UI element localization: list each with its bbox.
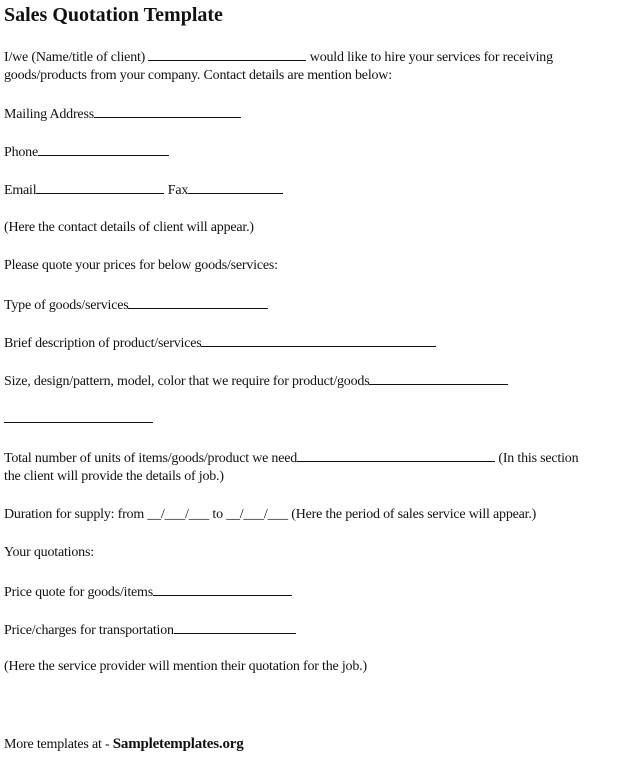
intro-text-2: would like to hire your services for receiving — [309, 50, 553, 65]
transport-label: Price/charges for transportation — [4, 623, 174, 638]
size-blank-2[interactable] — [4, 410, 153, 423]
your-quotations-heading: Your quotations: — [4, 545, 94, 560]
total-label: Total number of units of items/goods/product we need — [4, 451, 298, 466]
client-name-blank[interactable] — [148, 48, 306, 61]
size-continuation — [4, 410, 153, 428]
type-blank[interactable] — [128, 296, 268, 309]
mailing-address-label: Mailing Address — [4, 107, 94, 122]
total-blank[interactable] — [297, 449, 495, 462]
footer — [4, 736, 244, 753]
type-label: Type of goods/services — [4, 298, 129, 313]
phone-field — [4, 143, 169, 161]
contact-note: (Here the contact details of client will appear.) — [4, 220, 254, 235]
page-title: Sales Quotation Template — [4, 4, 223, 26]
transport-blank[interactable] — [174, 621, 296, 634]
brief-label: Brief description of product/services — [4, 336, 202, 351]
size-field — [4, 372, 508, 390]
size-label: Size, design/pattern, model, color that we require for product/goods — [4, 374, 370, 389]
provider-note: (Here the service provider will mention their quotation for the job.) — [4, 659, 367, 674]
price-quote-blank[interactable] — [153, 583, 292, 596]
total-line-2: the client will provide the details of job.) — [4, 469, 224, 484]
footer-brand-link[interactable]: Sampletemplates.org — [112, 736, 244, 752]
mailing-address-field — [4, 105, 241, 123]
email-blank[interactable] — [36, 181, 164, 194]
transport-field — [4, 621, 296, 639]
footer-text: More templates at - — [4, 737, 113, 752]
mailing-address-blank[interactable] — [94, 105, 241, 118]
email-fax-field — [4, 181, 283, 199]
phone-blank[interactable] — [38, 143, 169, 156]
please-quote-text: Please quote your prices for below goods/services: — [4, 258, 278, 273]
fax-blank[interactable] — [188, 181, 283, 194]
intro-text: I/we (Name/title of client) — [4, 50, 146, 65]
price-quote-field — [4, 583, 292, 601]
brief-field — [4, 334, 436, 352]
duration-field: Duration for supply: from __/___/___ to __/___/___ (Here the period of sales service will appear.) — [4, 507, 537, 522]
brief-blank[interactable] — [201, 334, 436, 347]
fax-label: Fax — [167, 183, 189, 198]
intro-line-1 — [4, 48, 553, 66]
phone-label: Phone — [4, 145, 39, 160]
total-field — [4, 449, 578, 467]
email-label: Email — [4, 183, 37, 198]
price-quote-label: Price quote for goods/items — [4, 585, 153, 600]
intro-line-2: goods/products from your company. Contact details are mention below: — [4, 68, 392, 83]
size-blank[interactable] — [369, 372, 508, 385]
type-field — [4, 296, 268, 314]
total-note: (In this section — [498, 451, 579, 466]
